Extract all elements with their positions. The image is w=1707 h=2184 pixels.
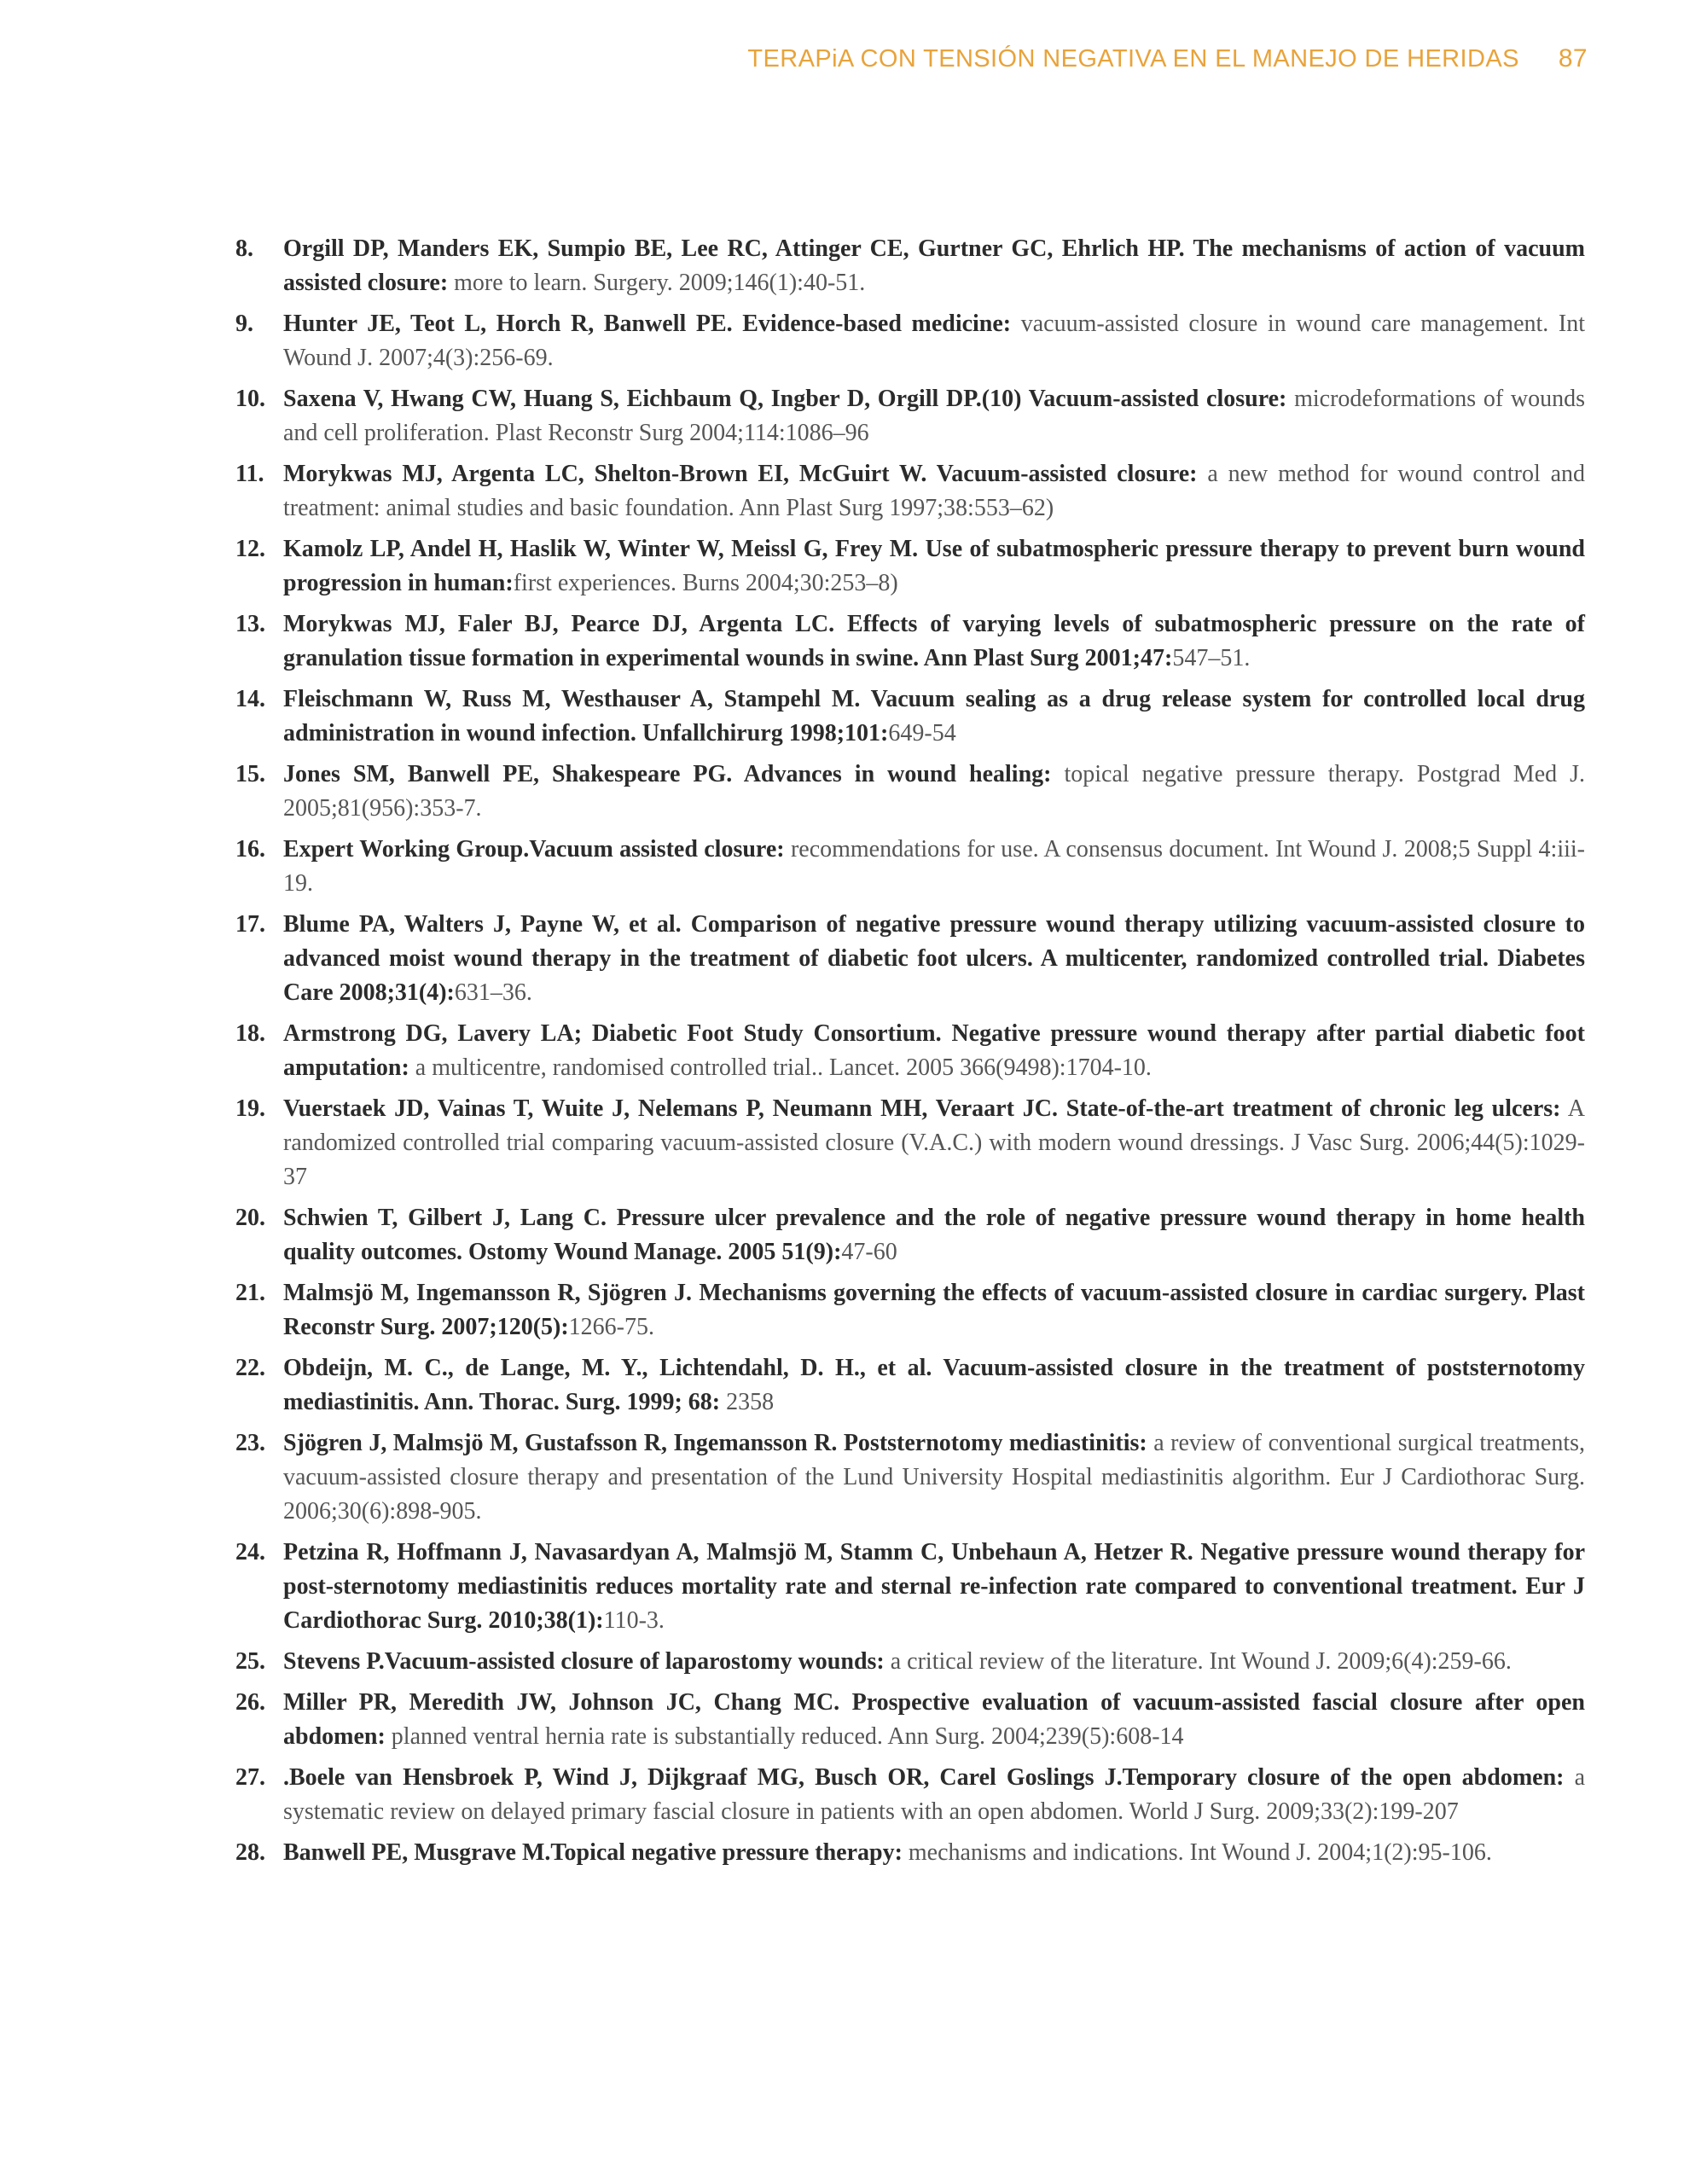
reference-source: a review of conventional surgical treatments, vacuum-assisted closure therapy and presentation of the Lund University Hospital mediastinitis algorithm. Eur J Cardiothorac Surg. 2006;30(6):898-905. [283, 1430, 1585, 1525]
reference-authors-title: Sjögren J, Malmsjö M, Gustafsson R, Ingemansson R. Poststernotomy mediastinitis: [283, 1430, 1147, 1456]
reference-number: 27. [235, 1764, 265, 1791]
reference-item [235, 1351, 1585, 1420]
reference-authors-title: Vuerstaek JD, Vainas T, Wuite J, Nelemans P, Neumann MH, Veraart JC. State-of-the-art treatment of chronic leg ulcers: [283, 1095, 1561, 1122]
reference-number: 10. [235, 386, 265, 412]
reference-authors-title: Orgill DP, Manders EK, Sumpio BE, Lee RC, Attinger CE, Gurtner GC, Ehrlich HP. The mechanisms of action of vacuum assisted closure: [283, 235, 1585, 296]
reference-number: 19. [235, 1095, 265, 1122]
reference-number: 9. [235, 311, 253, 337]
reference-item [235, 758, 1585, 826]
reference-item [235, 1426, 1585, 1529]
reference-number: 15. [235, 761, 265, 787]
reference-source: 1266-75. [568, 1314, 654, 1340]
reference-source: 631–36. [454, 979, 532, 1006]
reference-number: 8. [235, 235, 253, 262]
reference-number: 17. [235, 911, 265, 938]
reference-authors-title: Morykwas MJ, Argenta LC, Shelton-Brown EI, McGuirt W. Vacuum-assisted closure: [283, 461, 1198, 487]
reference-source: a new method for wound control and treatment: animal studies and basic foundation. Ann Plast Surg 1997;38:553–62) [283, 461, 1585, 521]
reference-item [235, 382, 1585, 450]
reference-authors-title: Kamolz LP, Andel H, Haslik W, Winter W, Meissl G, Frey M. Use of subatmospheric pressure therapy to prevent burn wound progression in human: [283, 536, 1585, 596]
reference-authors-title: Schwien T, Gilbert J, Lang C. Pressure ulcer prevalence and the role of negative pressure wound therapy in home health quality outcomes. Ostomy Wound Manage. 2005 51(9): [283, 1205, 1585, 1265]
reference-source: vacuum-assisted closure in wound care management. Int Wound J. 2007;4(3):256-69. [283, 311, 1585, 371]
reference-number: 21. [235, 1280, 265, 1306]
reference-source: mechanisms and indications. Int Wound J. 2004;1(2):95-106. [902, 1839, 1492, 1866]
reference-source: 110-3. [603, 1607, 665, 1634]
reference-authors-title: Saxena V, Hwang CW, Huang S, Eichbaum Q, Ingber D, Orgill DP.(10) Vacuum-assisted closure: [283, 386, 1287, 412]
reference-number: 11. [235, 461, 264, 487]
reference-number: 12. [235, 536, 265, 562]
reference-item [235, 682, 1585, 751]
reference-item [235, 457, 1585, 526]
reference-source: planned ventral hernia rate is substantially reduced. Ann Surg. 2004;239(5):608-14 [385, 1723, 1184, 1750]
reference-number: 14. [235, 686, 265, 712]
reference-item [235, 1536, 1585, 1638]
reference-number: 18. [235, 1020, 265, 1047]
reference-authors-title: Jones SM, Banwell PE, Shakespeare PG. Advances in wound healing: [283, 761, 1052, 787]
reference-source: a critical review of the literature. Int Wound J. 2009;6(4):259-66. [884, 1648, 1512, 1675]
page-number: 87 [1558, 44, 1588, 73]
reference-source: A randomized controlled trial comparing vacuum-assisted closure (V.A.C.) with modern wound dressings. J Vasc Surg. 2006;44(5):1029-37 [283, 1095, 1585, 1190]
reference-item [235, 307, 1585, 375]
reference-number: 25. [235, 1648, 265, 1675]
reference-item [235, 607, 1585, 676]
reference-number: 26. [235, 1689, 265, 1716]
reference-authors-title: Obdeijn, M. C., de Lange, M. Y., Lichtendahl, D. H., et al. Vacuum-assisted closure in the treatment of poststernotomy mediastinitis. Ann. Thorac. Surg. 1999; 68: [283, 1355, 1585, 1415]
reference-authors-title: Petzina R, Hoffmann J, Navasardyan A, Malmsjö M, Stamm C, Unbehaun A, Hetzer R. Negative pressure wound therapy for post-sternotomy mediastinitis reduces mortality rate and sternal re-infection rate compared to conventional treatment. Eur J Cardiothorac Surg. 2010;38(1): [283, 1539, 1585, 1634]
reference-authors-title: Blume PA, Walters J, Payne W, et al. Comparison of negative pressure wound therapy utilizing vacuum-assisted closure to advanced moist wound therapy in the treatment of diabetic foot ulcers. A multicenter, randomized controlled trial. Diabetes Care 2008;31(4): [283, 911, 1585, 1006]
reference-source: more to learn. Surgery. 2009;146(1):40-51. [448, 270, 866, 296]
reference-authors-title: Miller PR, Meredith JW, Johnson JC, Chang MC. Prospective evaluation of vacuum-assisted fascial closure after open abdomen: [283, 1689, 1585, 1750]
reference-source: topical negative pressure therapy. Postgrad Med J. 2005;81(956):353-7. [283, 761, 1585, 822]
reference-item [235, 532, 1585, 601]
reference-number: 16. [235, 836, 265, 863]
reference-source: a multicentre, randomised controlled trial.. Lancet. 2005 366(9498):1704-10. [409, 1054, 1152, 1081]
reference-authors-title: Banwell PE, Musgrave M.Topical negative pressure therapy: [283, 1839, 903, 1866]
reference-source: 547–51. [1172, 645, 1251, 671]
reference-item [235, 1686, 1585, 1754]
reference-item [235, 1645, 1585, 1679]
reference-authors-title: Malmsjö M, Ingemansson R, Sjögren J. Mechanisms governing the effects of vacuum-assisted closure in cardiac surgery. Plast Reconstr Surg. 2007;120(5): [283, 1280, 1585, 1340]
reference-source: a systematic review on delayed primary fascial closure in patients with an open abdomen. World J Surg. 2009;33(2):199-207 [283, 1764, 1585, 1825]
reference-authors-title: Expert Working Group.Vacuum assisted closure: [283, 836, 785, 863]
reference-number: 13. [235, 611, 265, 637]
reference-item [235, 908, 1585, 1010]
reference-number: 20. [235, 1205, 265, 1231]
reference-item [235, 232, 1585, 300]
reference-item [235, 1201, 1585, 1269]
reference-item [235, 1092, 1585, 1194]
reference-authors-title: Fleischmann W, Russ M, Westhauser A, Stampehl M. Vacuum sealing as a drug release system for controlled local drug administration in wound infection. Unfallchirurg 1998;101: [283, 686, 1585, 746]
running-header-title: TERAPiA CON TENSIÓN NEGATIVA EN EL MANEJO DE HERIDAS [747, 45, 1519, 73]
reference-item [235, 1761, 1585, 1829]
reference-source: microdeformations of wounds and cell proliferation. Plast Reconstr Surg 2004;114:1086–96 [283, 386, 1585, 446]
running-header [747, 44, 1588, 73]
reference-authors-title: Stevens P.Vacuum-assisted closure of laparostomy wounds: [283, 1648, 885, 1675]
reference-number: 22. [235, 1355, 265, 1381]
reference-item [235, 1017, 1585, 1085]
reference-authors-title: .Boele van Hensbroek P, Wind J, Dijkgraaf MG, Busch OR, Carel Goslings J.Temporary closure of the open abdomen: [283, 1764, 1565, 1791]
reference-authors-title: Armstrong DG, Lavery LA; Diabetic Foot Study Consortium. Negative pressure wound therapy after partial diabetic foot amputation: [283, 1020, 1585, 1081]
reference-item [235, 1836, 1585, 1870]
reference-number: 24. [235, 1539, 265, 1565]
reference-authors-title: Hunter JE, Teot L, Horch R, Banwell PE. Evidence-based medicine: [283, 311, 1012, 337]
reference-authors-title: Morykwas MJ, Faler BJ, Pearce DJ, Argenta LC. Effects of varying levels of subatmospheric pressure on the rate of granulation tissue formation in experimental wounds in swine. Ann Plast Surg 2001;47: [283, 611, 1585, 671]
reference-item [235, 833, 1585, 901]
reference-number: 28. [235, 1839, 265, 1866]
reference-source: 2358 [720, 1389, 775, 1415]
reference-number: 23. [235, 1430, 265, 1456]
reference-source: 47-60 [841, 1239, 897, 1265]
reference-list [235, 232, 1585, 1877]
reference-source: 649-54 [888, 720, 956, 746]
reference-source: first experiences. Burns 2004;30:253–8) [513, 570, 898, 596]
reference-source: recommendations for use. A consensus document. Int Wound J. 2008;5 Suppl 4:iii-19. [283, 836, 1585, 897]
reference-item [235, 1276, 1585, 1345]
